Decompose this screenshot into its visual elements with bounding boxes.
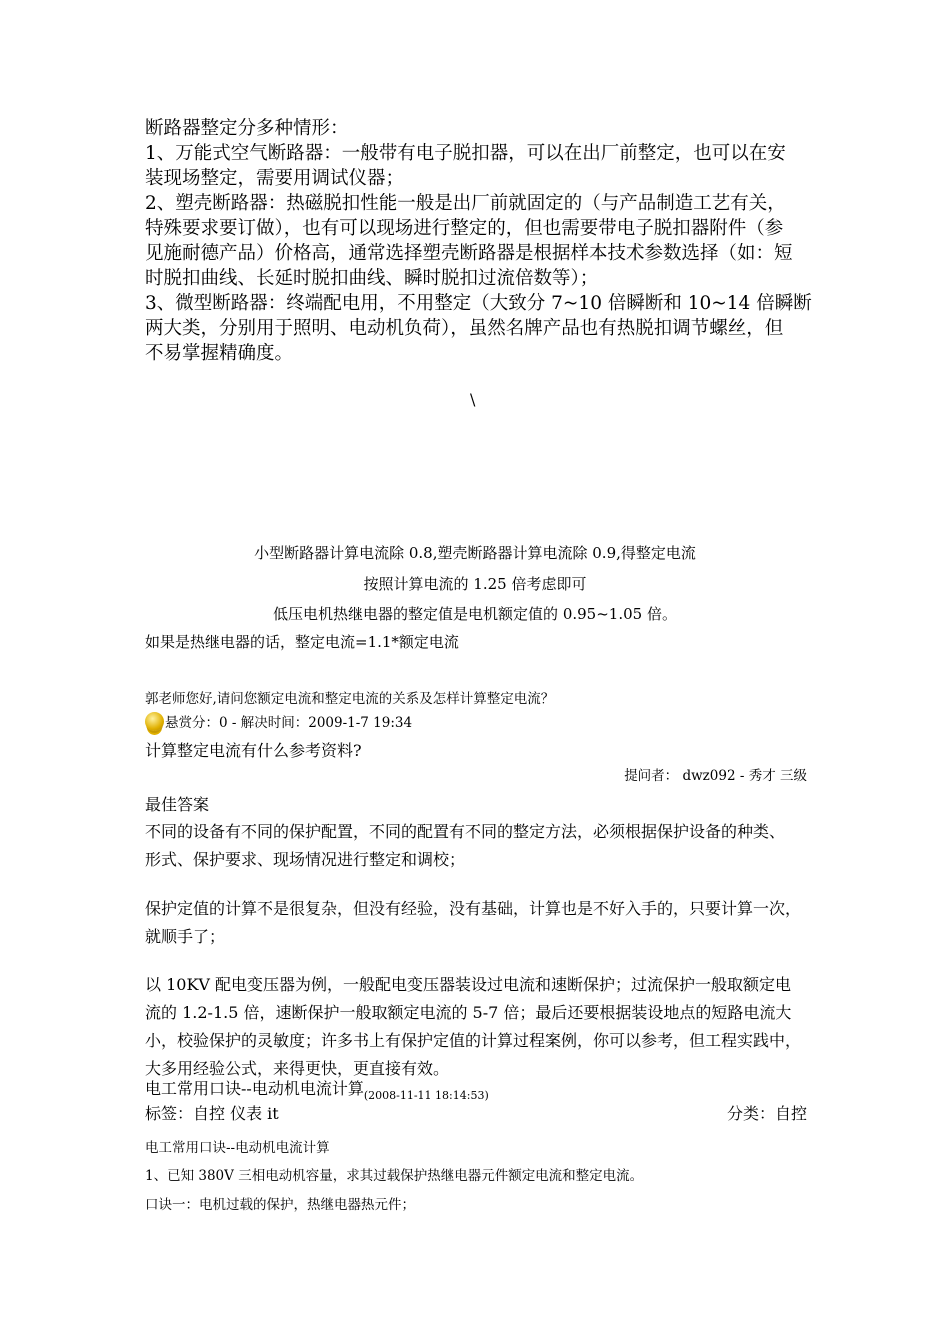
text-line: 形式、保护要求、现场情况进行整定和调校； [145,850,466,869]
question-title: 郭老师您好,请问您额定电流和整定电流的关系及怎样计算整定电流？ [145,691,555,707]
asker-info: 提问者： dwz092 - 秀才 三级 [624,768,807,784]
question-meta [145,711,412,731]
text-line: 1、万能式空气断路器：一般带有电子脱扣器，可以在出厂前整定，也可以在安 [145,143,786,164]
text-line: 流的 1.2-1.5 倍，速断保护一般取额定电流的 5-7 倍；最后还要根据装设地点的短路电流大 [145,1003,792,1022]
text-line: 两大类，分别用于照明、电动机负荷），虽然名牌产品也有热脱扣调节螺丝，但 [145,318,784,339]
text-line: 断路器整定分多种情形： [145,118,349,139]
blog-tags: 标签：自控 仪表 it [145,1104,279,1123]
question-text: 计算整定电流有什么参考资料? [145,741,362,760]
meta-text: 悬赏分：0 - 解决时间：2009-1-7 19:34 [165,715,413,731]
text-line: 见施耐德产品）价格高，通常选择塑壳断路器是根据样本技术参数选择（如：短 [145,243,793,264]
blog-category: 分类：自控 [726,1104,807,1123]
blog-item-2: 口诀一：电机过载的保护，热继电器热元件； [145,1197,415,1213]
text-line: 不易掌握精确度。 [145,343,294,364]
setting-current-line-1: 小型断路器计算电流除 0.8,塑壳断路器计算电流除 0.9,得整定电流 [254,544,696,562]
blog-title: 电工常用口诀--电动机电流计算 [145,1079,364,1098]
text-line: 特殊要求要订做），也有可以现场进行整定的，但也需要带电子脱扣器附件（参 [145,218,784,239]
best-answer-label: 最佳答案 [145,795,210,814]
relay-formula-line: 如果是热继电器的话，整定电流=1.1*额定电流 [145,633,459,651]
breaker-setting-section [145,116,812,366]
setting-current-line-2: 按照计算电流的 1.25 倍考虑即可 [363,575,587,593]
text-line: 小，校验保护的灵敏度；许多书上有保护定值的计算过程案例，你可以参考，但工程实践中， [145,1031,802,1050]
coins-icon [145,712,164,731]
text-line: 2、塑壳断路器：热磁脱扣性能一般是出厂前就固定的（与产品制造工艺有关， [145,193,786,214]
text-line: 就顺手了； [145,927,226,946]
text-line: 装现场整定，需要用调试仪器； [145,168,405,189]
text-line: 以 10KV 配电变压器为例，一般配电变压器装设过电流和速断保护；过流保护一般取额定电 [145,975,792,994]
text-line: 保护定值的计算不是很复杂，但没有经验，没有基础，计算也是不好入手的，只要计算一次， [145,899,802,918]
text-line: 大多用经验公式，来得更快，更直接有效。 [145,1059,450,1078]
answer-paragraph-3 [145,971,801,1083]
answer-paragraph-2 [145,895,801,951]
blog-title-row [145,1076,489,1102]
blog-timestamp: (2008-11-11 18:14:53) [363,1089,489,1102]
text-line: 时脱扣曲线、长延时脱扣曲线、瞬时脱扣过流倍数等）； [145,268,599,289]
answer-paragraph-1 [145,818,785,874]
text-line: 不同的设备有不同的保护配置，不同的配置有不同的整定方法，必须根据保护设备的种类、 [145,822,786,841]
relay-setting-line: 低压电机热继电器的整定值是电机额定值的 0.95~1.05 倍。 [273,605,677,623]
text-line: 3、微型断路器：终端配电用，不用整定（大致分 7~10 倍瞬断和 10~14 倍瞬断 [145,293,812,314]
blog-item-1: 1、已知 380V 三相电动机容量，求其过载保护热继电器元件额定电流和整定电流。 [145,1168,644,1184]
blog-subtitle: 电工常用口诀--电动机电流计算 [145,1140,330,1156]
backslash-mark: \ [470,390,476,409]
